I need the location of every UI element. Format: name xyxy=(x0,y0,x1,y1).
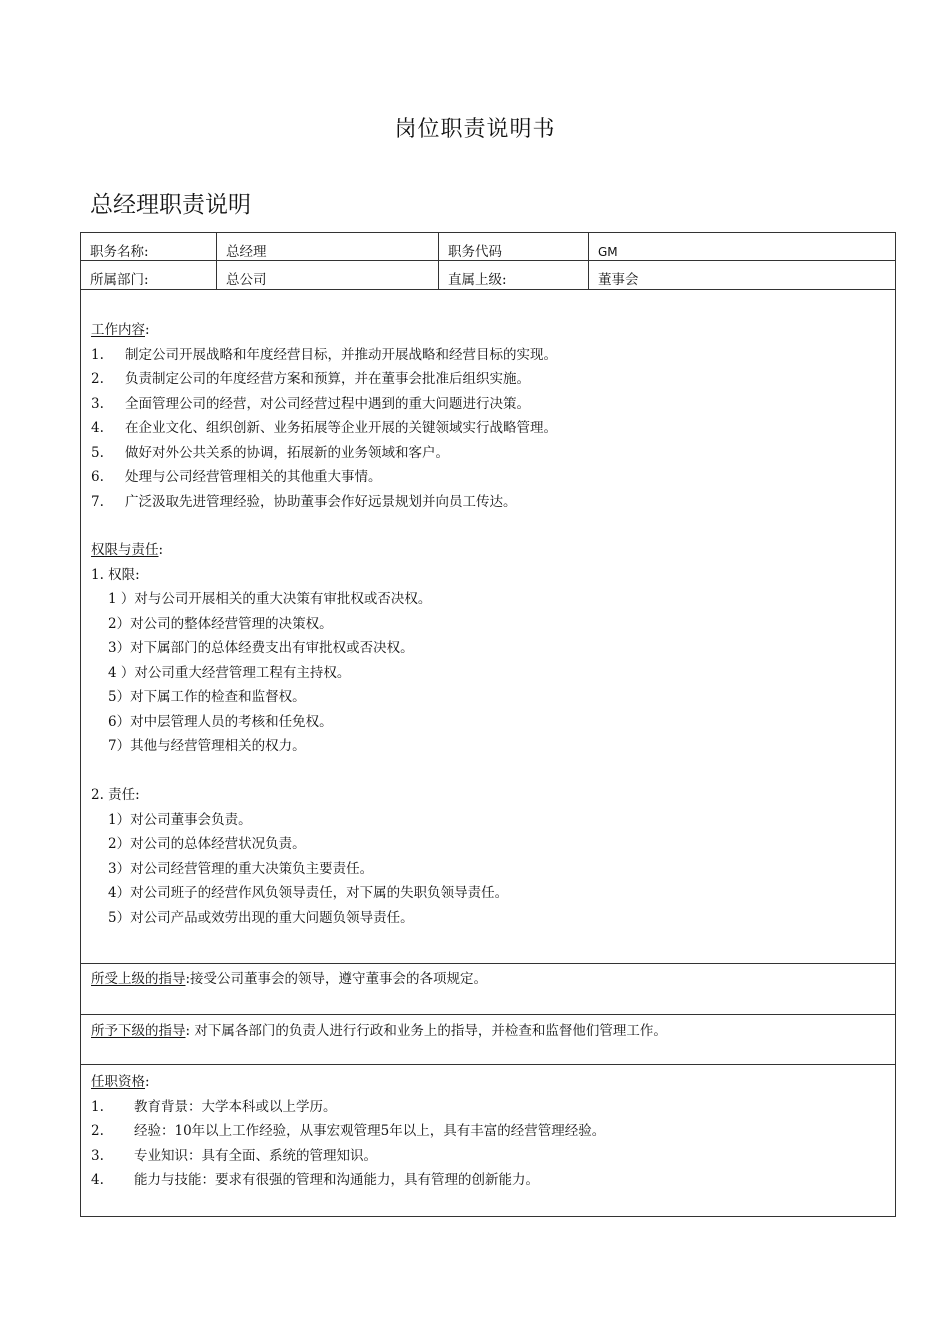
work-item: 1. 制定公司开展战略和年度经营目标，并推动开展战略和经营目标的实现。 xyxy=(91,347,557,363)
rights-heading: 权限与责任: xyxy=(91,542,164,558)
subordinate-guidance-block xyxy=(81,1015,895,1065)
section-title: 总经理职责说明 xyxy=(90,192,251,218)
duty-item: 2）对公司的总体经营状况负责。 xyxy=(108,836,306,852)
work-heading: 工作内容: xyxy=(91,322,150,338)
work-item: 3. 全面管理公司的经营，对公司经营过程中遇到的重大问题进行决策。 xyxy=(91,396,530,412)
authority-title: 1. 权限: xyxy=(91,567,140,583)
authority-item: 3）对下属部门的总体经费支出有审批权或否决权。 xyxy=(108,640,414,656)
authority-item: 5）对下属工作的检查和监督权。 xyxy=(108,689,306,705)
qualification-item: 2. 经验：10年以上工作经验，从事宏观管理5年以上，具有丰富的经营管理经验。 xyxy=(91,1123,606,1139)
department-label: 所属部门: xyxy=(81,261,217,289)
work-item: 4. 在企业文化、组织创新、业务拓展等企业开展的关键领域实行战略管理。 xyxy=(91,420,557,436)
work-item: 5. 做好对外公共关系的协调，拓展新的业务领域和客户。 xyxy=(91,445,449,461)
work-item: 7. 广泛汲取先进管理经验，协助董事会作好远景规划并向员工传达。 xyxy=(91,494,517,510)
superior-label: 直属上级: xyxy=(439,261,589,289)
duty-item: 5）对公司产品或效劳出现的重大问题负领导责任。 xyxy=(108,910,414,926)
header-row-2 xyxy=(81,261,895,290)
document-title: 岗位职责说明书 xyxy=(394,117,556,142)
position-code-label: 职务代码 xyxy=(439,233,589,260)
authority-item: 1 ）对与公司开展相关的重大决策有审批权或否决权。 xyxy=(108,591,432,607)
authority-item: 2）对公司的整体经营管理的决策权。 xyxy=(108,616,333,632)
department-value: 总公司 xyxy=(217,261,439,289)
superior-guidance-block xyxy=(81,964,895,1015)
position-name-label: 职务名称: xyxy=(81,233,217,260)
superior-value: 董事会 xyxy=(598,272,639,288)
work-item: 2. 负责制定公司的年度经营方案和预算，并在董事会批准后组织实施。 xyxy=(91,371,530,387)
qualification-item: 1. 教育背景：大学本科或以上学历。 xyxy=(91,1099,337,1115)
duties-and-authority-block xyxy=(81,290,895,964)
duty-title: 2. 责任: xyxy=(91,787,140,803)
superior-guidance: 所受上级的指导:接受公司董事会的领导，遵守董事会的各项规定。 xyxy=(91,971,488,987)
duty-item: 3）对公司经营管理的重大决策负主要责任。 xyxy=(108,861,374,877)
qualification-heading: 任职资格: xyxy=(91,1074,150,1090)
qualification-block xyxy=(81,1065,895,1216)
authority-item: 6）对中层管理人员的考核和任免权。 xyxy=(108,714,333,730)
work-item: 6. 处理与公司经营管理相关的其他重大事情。 xyxy=(91,469,382,485)
header-row-1 xyxy=(81,233,895,261)
position-name-value: 总经理 xyxy=(217,233,439,260)
position-code-value: GM xyxy=(598,245,618,259)
authority-item: 7）其他与经营管理相关的权力。 xyxy=(108,738,306,754)
qualification-item: 4. 能力与技能：要求有很强的管理和沟通能力，具有管理的创新能力。 xyxy=(91,1172,539,1188)
qualification-item: 3. 专业知识：具有全面、系统的管理知识。 xyxy=(91,1148,377,1164)
subordinate-guidance: 所予下级的指导: 对下属各部门的负责人进行行政和业务上的指导，并检查和监督他们管理工作。 xyxy=(91,1023,667,1039)
duty-item: 4）对公司班子的经营作风负领导责任，对下属的失职负领导责任。 xyxy=(108,885,509,901)
authority-item: 4 ）对公司重大经营管理工程有主持权。 xyxy=(108,665,351,681)
job-description-table xyxy=(80,232,896,1217)
duty-item: 1）对公司董事会负责。 xyxy=(108,812,252,828)
